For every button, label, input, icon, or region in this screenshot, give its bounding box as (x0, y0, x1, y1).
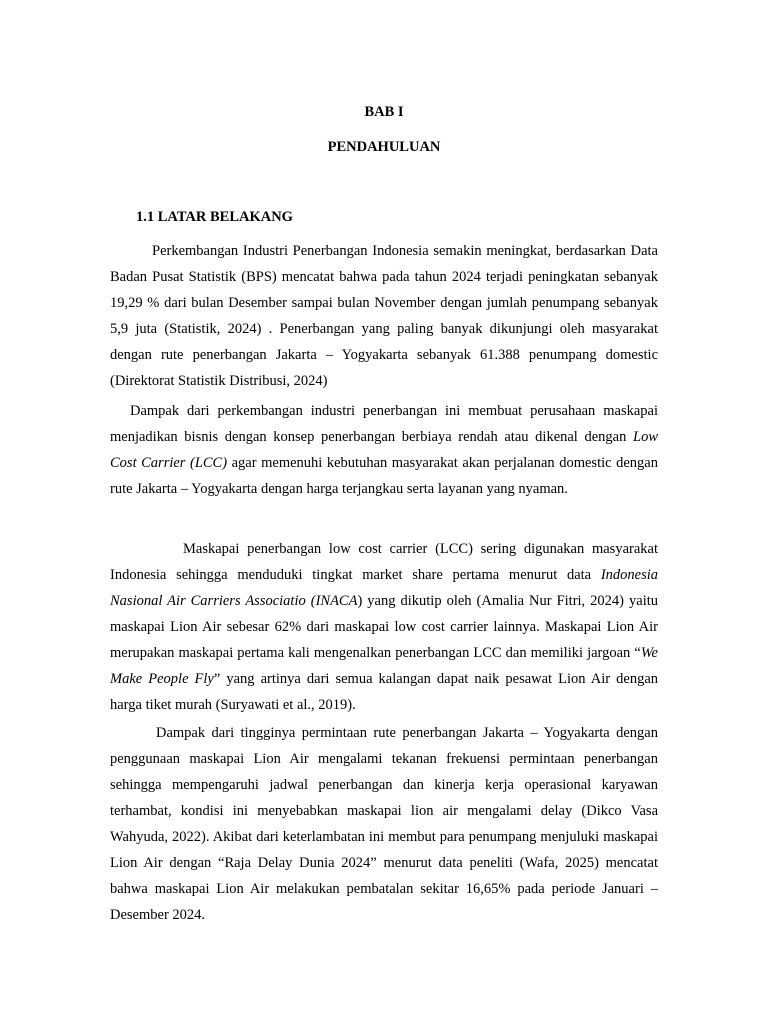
paragraph-1: Perkembangan Industri Penerbangan Indonesia semakin meningkat, berdasarkan Data Badan Pusat Statistik (BPS) mencatat bahwa pada tahun 2024 terjadi peningkatan sebanyak 19,29 % dari bulan Desember sampai bulan November dengan jumlah penumpang sebanyak 5,9 juta (Statistik, 2024) . Penerbangan yang paling banyak dikunjungi oleh masyarakat dengan rute penerbangan Jakarta – Yogyakarta sebanyak 61.388 penumpang domestic (Direktorat Statistik Distribusi, 2024) (110, 243, 658, 389)
chapter-title: PENDAHULUAN (327, 139, 441, 155)
paragraph-4: Dampak dari tingginya permintaan rute penerbangan Jakarta – Yogyakarta dengan penggunaan maskapai Lion Air mengalami tekanan frekuensi permintaan penerbangan sehingga mempengaruhi jadwal penerbangan dan kinerja kerja operasional karyawan terhambat, kondisi ini menyebabkan maskapai lion air mengalami delay (Dikco Vasa Wahyuda, 2022). Akibat dari keterlambatan ini membut para penumpang menjuluki maskapai Lion Air dengan “Raja Delay Dunia 2024” menurut data peneliti (Wafa, 2025) mencatat bahwa maskapai Lion Air melakukan pembatalan sekitar 16,65% pada periode Januari – Desember 2024. (110, 725, 658, 923)
paragraph-3-text-b: ) yang dikutip oleh (Amalia Nur Fitri, 2024) yaitu maskapai Lion Air sebesar 62% dari maskapai low cost carrier lainnya. Maskapai Lion Air merupakan maskapai pertama kali mengenalkan penerbangan LCC dan memiliki jargoan “ (110, 593, 659, 661)
paragraph-2-text-a: Dampak dari perkembangan industri penerbangan ini membuat perusahaan maskapai menjadikan bisnis dengan konsep penerbangan berbiaya rendah atau dikenal dengan (110, 403, 658, 445)
paragraph-2 (110, 398, 658, 502)
paragraph-2-italic: Low Cost Carrier (LCC) (110, 429, 658, 471)
paragraph-3 (110, 536, 658, 718)
paragraph-3-italic-org: Indonesia Nasional Air Carriers Associatio (INACA (110, 567, 658, 609)
section-title: 1.1 LATAR BELAKANG (136, 209, 293, 225)
paragraph-3-text-a: Maskapai penerbangan low cost carrier (LCC) sering digunakan masyarakat Indonesia sehingga menduduki tingkat market share pertama menurut data (110, 541, 658, 583)
paragraph-2-text-b: agar memenuhi kebutuhan masyarakat akan perjalanan domestic dengan rute Jakarta – Yogyakarta dengan harga terjangkau serta layanan yang nyaman. (110, 455, 658, 497)
paragraph-3-italic-slogan: We Make People Fly (110, 645, 658, 687)
paragraph-3-text-c: ” yang artinya dari semua kalangan dapat naik pesawat Lion Air dengan harga tiket murah (Suryawati et al., 2019). (110, 671, 659, 713)
chapter-label: BAB I (364, 104, 404, 120)
